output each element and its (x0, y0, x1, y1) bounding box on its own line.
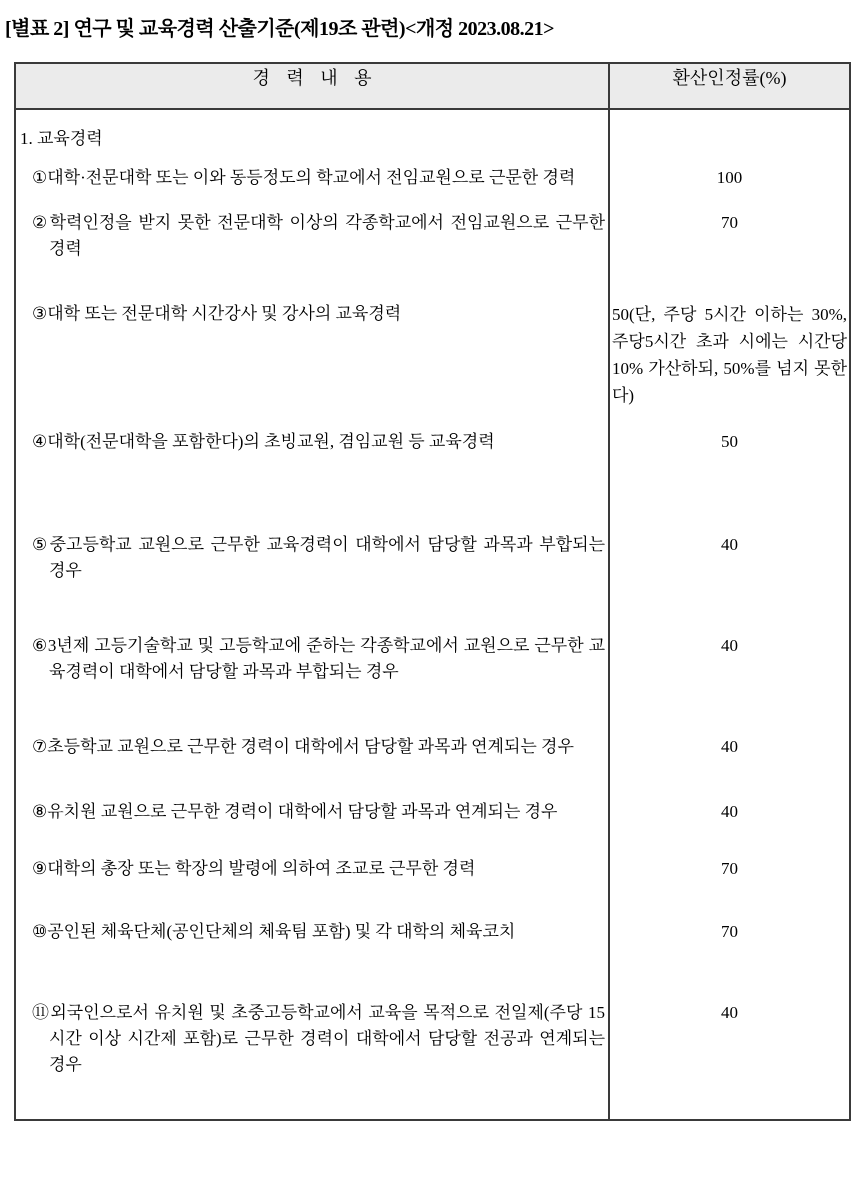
rate-cell (609, 883, 850, 946)
career-content-text: ①대학·전문대학 또는 이와 동등정도의 학교에서 전임교원으로 근문한 경력 (32, 168, 576, 187)
career-content-cell (15, 826, 609, 883)
career-content-text: ⑨대학의 총장 또는 학장의 발령에 의하여 조교로 근무한 경력 (32, 859, 476, 878)
table-row-item-4 (15, 409, 850, 456)
career-content-cell (15, 153, 609, 192)
career-content-text: ⑧유치원 교원으로 근무한 경력이 대학에서 담당할 과목과 연계되는 경우 (32, 802, 558, 821)
career-content-text: ⑩공인된 체육단체(공인단체의 체육팀 포함) 및 각 대학의 체육코치 (32, 922, 516, 941)
header-conversion-rate: 환산인정률(%) (609, 63, 850, 109)
career-content-cell (15, 192, 609, 263)
rate-value: 70 (721, 922, 738, 941)
rate-value: 50 (721, 432, 738, 451)
table-row-item-9 (15, 826, 850, 883)
table-header-row (15, 63, 850, 109)
rate-cell (609, 946, 850, 1120)
career-content-text: ⑦초등학교 교원으로 근무한 경력이 대학에서 담당할 과목과 연계되는 경우 (32, 737, 574, 756)
section-label: 1. 교육경력 (15, 109, 609, 153)
rate-value: 40 (721, 636, 738, 655)
rate-cell (609, 826, 850, 883)
rate-value: 70 (721, 213, 738, 232)
career-content-cell (15, 456, 609, 585)
table-header (15, 63, 850, 109)
career-content-text: ④대학(전문대학을 포함한다)의 초빙교원, 겸임교원 등 교육경력 (32, 432, 495, 451)
rate-cell (609, 686, 850, 761)
table-row-item-1 (15, 153, 850, 192)
career-content-text: ②학력인정을 받지 못한 전문대학 이상의 각종학교에서 전임교원으로 근무한 경력 (32, 213, 605, 258)
rate-cell (609, 153, 850, 192)
career-content-cell (15, 686, 609, 761)
rate-value: 50(단, 주당 5시간 이하는 30%, 주당5시간 초과 시에는 시간당 10% 가산하되, 50%를 넘지 못한다) (612, 305, 847, 405)
career-content-cell (15, 946, 609, 1120)
rate-value: 100 (716, 168, 743, 187)
rate-cell (609, 263, 850, 409)
rate-cell-empty (609, 109, 850, 153)
career-content-cell (15, 761, 609, 826)
rate-value: 40 (721, 535, 738, 554)
rate-value: 40 (721, 1003, 738, 1022)
table-row-item-5 (15, 456, 850, 585)
career-content-cell (15, 585, 609, 686)
rate-value: 40 (721, 737, 738, 756)
table-row-item-10 (15, 883, 850, 946)
table-row-item-2 (15, 192, 850, 263)
rate-cell (609, 409, 850, 456)
career-content-text: ③대학 또는 전문대학 시간강사 및 강사의 교육경력 (32, 304, 402, 323)
career-criteria-table (14, 62, 851, 1121)
rate-cell (609, 585, 850, 686)
career-content-cell (15, 409, 609, 456)
page-title: [별표 2] 연구 및 교육경력 산출기준(제19조 관련)<개정 2023.08.21> (5, 18, 555, 40)
section-row (15, 109, 850, 153)
rate-cell (609, 456, 850, 585)
career-content-text: ⑤중고등학교 교원으로 근무한 교육경력이 대학에서 담당할 과목과 부합되는 경우 (32, 535, 605, 580)
table-row-item-7 (15, 686, 850, 761)
rate-cell (609, 761, 850, 826)
career-content-text: ⑪외국인으로서 유치원 및 초중고등학교에서 교육을 목적으로 전일제(주당 15시간 이상 시간제 포함)로 근무한 경력이 대학에서 담당할 전공과 연계되는 경우 (32, 1003, 605, 1074)
career-content-text: ⑥3년제 고등기술학교 및 고등학교에 준하는 각종학교에서 교원으로 근무한 교육경력이 대학에서 담당할 과목과 부합되는 경우 (32, 636, 605, 681)
rate-cell (609, 192, 850, 263)
table-body (15, 109, 850, 1120)
rate-value: 40 (721, 802, 738, 821)
career-content-cell (15, 263, 609, 409)
header-career-content: 경 력 내 용 (15, 63, 609, 109)
table-row-item-11 (15, 946, 850, 1120)
table-row-item-6 (15, 585, 850, 686)
table-row-item-3 (15, 263, 850, 409)
rate-value: 70 (721, 859, 738, 878)
table-row-item-8 (15, 761, 850, 826)
career-content-cell (15, 883, 609, 946)
